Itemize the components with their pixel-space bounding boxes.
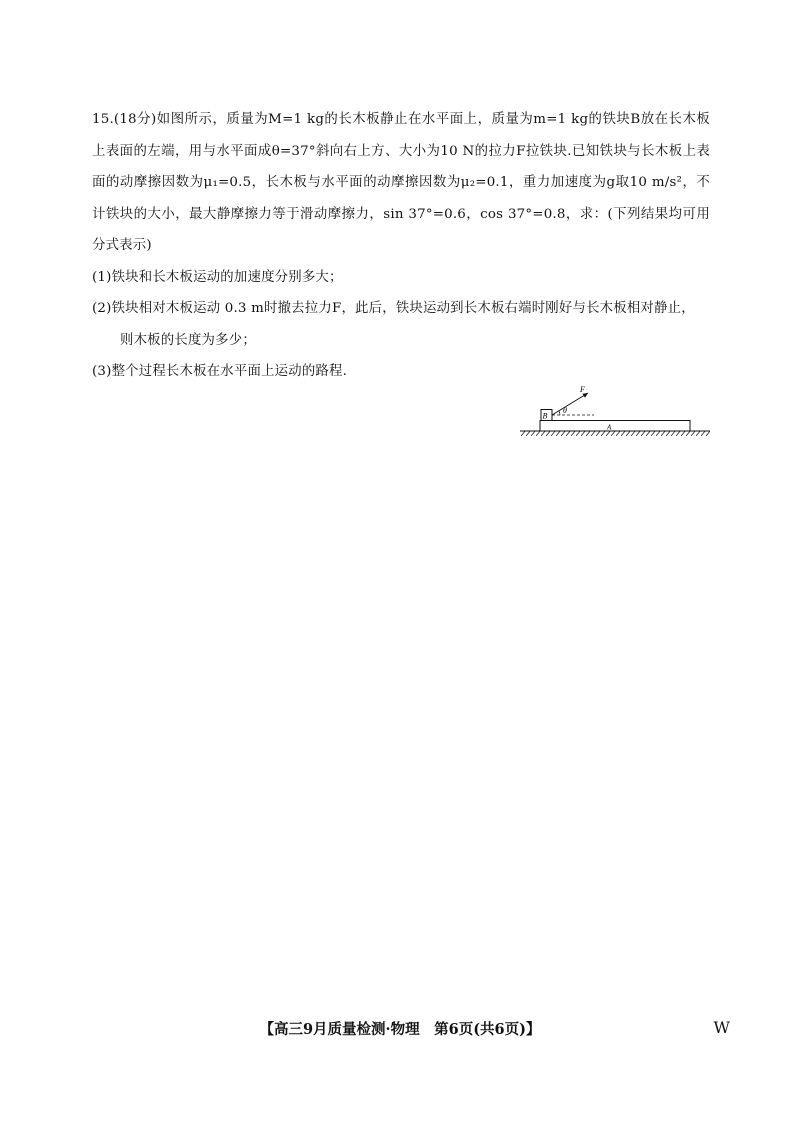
board-label: A — [607, 423, 612, 432]
board-a — [540, 421, 690, 432]
figure-svg — [516, 382, 712, 438]
problem-stem: 15.(18分)如图所示，质量为M=1 kg的长木板静止在水平面上，质量为m=1 kg的铁块B放在长木板上表面的左端，用与水平面成θ=37°斜向右上方、大小为10 N的拉力F拉铁块.已知铁块与长木板上表面的动摩擦因数为μ₁=0.5，长木板与水平面的动摩擦因数为μ₂=0.1，重力加速度为g取10 m/s²，不计铁块的大小，最大静摩擦力等于滑动摩擦力，sin 37°=0.6，cos 37°=0.8，求：(下列结果均可用分式表示) — [92, 112, 710, 253]
footer-mark: W — [713, 1018, 730, 1037]
page-footer — [0, 1018, 800, 1048]
footer-title: 【高三9月质量检测·物理 第6页(共6页)】 — [259, 1021, 541, 1038]
angle-arc — [559, 411, 560, 415]
question-2-continued: 则木板的长度为多少； — [120, 332, 256, 348]
physics-figure — [516, 382, 712, 438]
ground-hatching — [520, 431, 710, 436]
force-label: F — [580, 385, 585, 394]
block-label: B — [542, 411, 548, 421]
angle-label: θ — [563, 406, 567, 415]
question-2: (2)铁块相对木板运动 0.3 m时撤去拉力F，此后，铁块运动到长木板右端时刚好与长木板相对静止， — [92, 301, 695, 316]
force-arrow — [552, 393, 588, 415]
problem-15 — [92, 104, 710, 388]
question-1: (1)铁块和长木板运动的加速度分别多大； — [92, 269, 343, 285]
question-3: (3)整个过程长木板在水平面上运动的路程. — [92, 364, 348, 379]
